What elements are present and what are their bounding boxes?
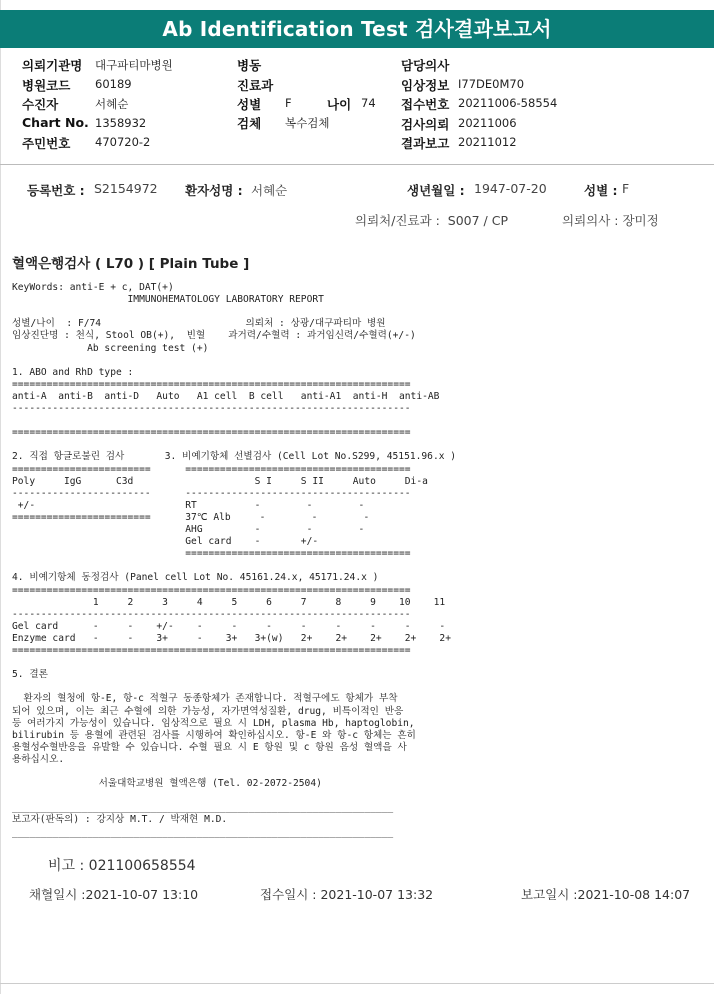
header-label: 진료과 bbox=[237, 78, 274, 93]
header-label: 임상정보 bbox=[401, 78, 450, 93]
report-line: ======================== 37℃ Alb - - - bbox=[12, 511, 370, 523]
report-line: 환자의 혈청에 항-E, 항-c 적혈구 동종항체가 존재합니다. 적혈구에도 항체가 부착 bbox=[12, 693, 398, 705]
reception-time: 접수일시 : 2021-10-07 13:32 bbox=[260, 887, 434, 902]
section-title: 혈액은행검사 ( L70 ) [ Plain Tube ] bbox=[12, 256, 250, 272]
header-value: F bbox=[285, 96, 292, 110]
registration-value: S2154972 bbox=[94, 181, 158, 196]
report-line: 5. 결론 bbox=[12, 669, 48, 681]
header-label: 접수번호 bbox=[401, 97, 450, 112]
header-value: 20211006 bbox=[458, 116, 517, 130]
patient-name-value: 서혜순 bbox=[251, 183, 288, 198]
report-line: 성별/나이 : F/74 의뢰처 : 상광/대구파티마 병원 bbox=[12, 318, 386, 330]
report-line: __________________________________________________________________ bbox=[12, 826, 394, 838]
header-divider bbox=[0, 164, 714, 165]
header-value: 60189 bbox=[95, 77, 132, 91]
report-line: Gel card - - +/- - - - - - - - - bbox=[12, 620, 446, 632]
report-time: 보고일시 :2021-10-08 14:07 bbox=[521, 887, 691, 902]
report-line: KeyWords: anti-E + c, DAT(+) bbox=[12, 282, 174, 293]
department-info: 의뢰처/진료과 : S007 / CP bbox=[355, 213, 509, 228]
header-value: 복수검체 bbox=[285, 116, 330, 130]
report-line: --------------------------------------------------------------------- bbox=[12, 608, 411, 620]
report-line: IMMUNOHEMATOLOGY LABORATORY REPORT bbox=[12, 294, 324, 306]
report-line: 등 여러가지 가능성이 있습니다. 임상적으로 필요 시 LDH, plasma Hb, haptoglobin, bbox=[12, 717, 415, 729]
report-line: 1. ABO and RhD type : bbox=[12, 366, 134, 378]
report-line: 2. 직접 항글로불린 검사 3. 비예기항체 선별검사 (Cell Lot No.S299, 45151.96.x ) bbox=[12, 451, 457, 463]
report-line: ===================================================================== bbox=[12, 584, 411, 596]
report-line: Ab screening test (+) bbox=[12, 342, 209, 354]
report-line: ===================================================================== bbox=[12, 427, 411, 439]
report-line: ------------------------ --------------------------------------- bbox=[12, 487, 411, 499]
header-value: 서혜순 bbox=[95, 97, 129, 111]
dob-value: 1947-07-20 bbox=[474, 181, 547, 196]
header-value: 20211012 bbox=[458, 135, 517, 149]
header-label: 성별 bbox=[237, 97, 262, 112]
header-value: 20211006-58554 bbox=[458, 96, 558, 110]
header-value: 470720-2 bbox=[95, 135, 151, 149]
report-line: ===================================================================== bbox=[12, 645, 411, 656]
report-line: 보고자(판독의) : 강지상 M.T. / 박재현 M.D. bbox=[12, 814, 228, 826]
report-line: 서울대학교병원 혈액은행 (Tel. 02-2072-2504) bbox=[12, 778, 322, 790]
report-line: --------------------------------------------------------------------- bbox=[12, 403, 411, 414]
report-line: 용하십시오. bbox=[12, 753, 65, 765]
report-line: ===================================================================== bbox=[12, 378, 411, 390]
dob-label: 생년월일 : bbox=[407, 183, 465, 198]
header-label: 병동 bbox=[237, 58, 262, 73]
header-label: 의뢰기관명 bbox=[22, 58, 83, 73]
header-label: Chart No. bbox=[22, 115, 89, 130]
report-line: 임상진단명 : 천식, Stool OB(+), 빈혈 과거력/수혈력 : 과거임신력/수혈력(+/-) bbox=[12, 330, 416, 342]
report-line: Poly IgG C3d S I S II Auto Di-a bbox=[12, 475, 428, 487]
report-line: 용혈성수혈반응을 유발할 수 있습니다. 수혈 필요 시 E 항원 및 c 항원 음성 혈액을 사 bbox=[12, 741, 407, 753]
report-line: __________________________________________________________________ bbox=[12, 802, 394, 814]
report-line: +/- RT - - - bbox=[12, 499, 365, 511]
report-line: 4. 비예기항체 동정검사 (Panel cell Lot No. 45161.24.x, 45171.24.x ) bbox=[12, 572, 379, 584]
header-label: 나이 bbox=[327, 97, 352, 112]
report-line: Gel card - +/- bbox=[12, 536, 319, 548]
remarks: 비고 : 021100658554 bbox=[48, 858, 196, 874]
report-line: bilirubin 등 용혈에 관련된 검사를 시행하여 확인하십시오. 항-E 와 항-c 항체는 흔히 bbox=[12, 729, 416, 741]
registration-label: 등록번호 : bbox=[27, 183, 85, 198]
sex-label: 성별 : bbox=[584, 183, 618, 198]
report-line: ======================================= bbox=[12, 548, 411, 560]
requesting-doctor: 의뢰의사 : 장미정 bbox=[562, 213, 659, 228]
header-value: 74 bbox=[361, 96, 376, 110]
bottom-border bbox=[0, 983, 714, 984]
collection-time: 채혈일시 :2021-10-07 13:10 bbox=[29, 887, 199, 902]
report-line: ======================== ======================================= bbox=[12, 463, 411, 475]
sex-value: F bbox=[622, 181, 630, 196]
report-line: anti-A anti-B anti-D Auto A1 cell B cell anti-A1 anti-H anti-AB bbox=[12, 390, 440, 402]
header-value: I77DE0M70 bbox=[458, 77, 525, 91]
header-label: 검사의뢰 bbox=[401, 117, 450, 132]
page-edge bbox=[0, 0, 1, 994]
header-value: 1358932 bbox=[95, 116, 147, 130]
report-line: AHG - - - bbox=[12, 524, 365, 535]
header-label: 담당의사 bbox=[401, 58, 450, 73]
report-line: Enzyme card - - 3+ - 3+ 3+(w) 2+ 2+ 2+ 2+ 2+ bbox=[12, 632, 451, 644]
report-title: Ab Identification Test 검사결과보고서 bbox=[0, 10, 714, 48]
header-label: 병원코드 bbox=[22, 78, 71, 93]
header-value: 대구파티마병원 bbox=[95, 58, 173, 72]
header-label: 수진자 bbox=[22, 97, 59, 112]
patient-name-label: 환자성명 : bbox=[185, 183, 243, 198]
report-line: 되어 있으며, 이는 최근 수혈에 의한 가능성, 자가면역성질환, drug, 비특이적인 반응 bbox=[12, 705, 404, 717]
header-label: 검체 bbox=[237, 116, 262, 131]
header-label: 결과보고 bbox=[401, 136, 450, 151]
report-line: 1 2 3 4 5 6 7 8 9 10 11 bbox=[12, 596, 446, 608]
header-label: 주민번호 bbox=[22, 136, 71, 151]
